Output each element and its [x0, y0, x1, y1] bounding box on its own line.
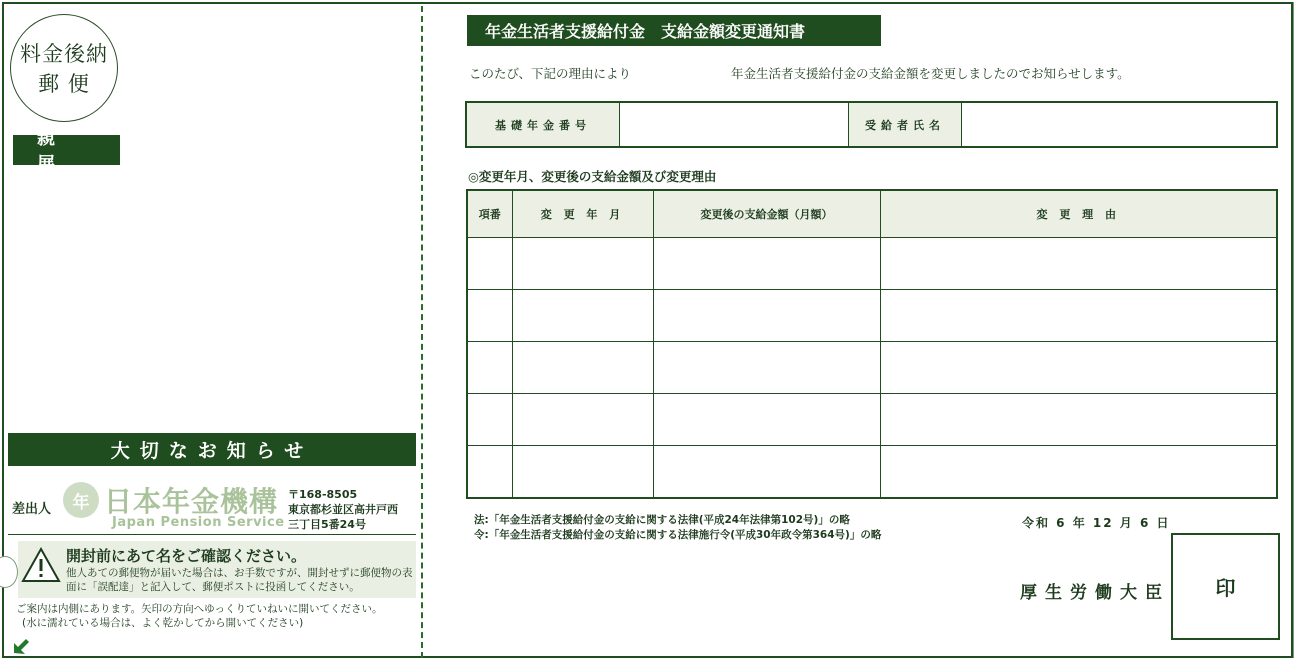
column-header-reason: 変 更 理 由	[880, 190, 1277, 238]
page-edge	[1293, 2, 1300, 658]
column-header-change-month: 変 更 年 月	[512, 190, 653, 238]
table-row	[467, 238, 1277, 290]
table-cell	[512, 446, 653, 499]
intro-text-right: 年金生活者支援給付金の支給金額を変更しましたのでお知らせします。	[731, 66, 1130, 81]
recipient-name-value	[962, 103, 1276, 146]
table-cell	[653, 238, 880, 290]
notice-title: 年金生活者支援給付金 支給金額変更通知書	[467, 15, 881, 46]
table-cell	[467, 342, 512, 394]
law-abbreviation-note: 法:「年金生活者支援給付金の支給に関する法律(平成24年法律第102号)」の略	[474, 514, 850, 526]
open-direction-arrow-icon[interactable]	[12, 635, 32, 655]
minister-title: 厚生労働大臣	[1020, 583, 1170, 603]
pension-number-label: 基礎年金番号	[467, 103, 620, 146]
pension-number-value	[620, 103, 849, 146]
important-notice-bar: 大切なお知らせ	[8, 433, 416, 466]
table-cell	[467, 446, 512, 499]
table-cell	[880, 290, 1277, 342]
sender-address	[288, 487, 398, 532]
table-cell	[880, 238, 1277, 290]
perforation-line	[421, 6, 423, 658]
intro-text-left: このたび、下記の理由により	[469, 66, 632, 81]
separator	[8, 534, 416, 535]
table-cell	[467, 290, 512, 342]
recipient-info-table	[465, 101, 1278, 148]
table-cell	[880, 394, 1277, 446]
jps-logo-icon: 年	[63, 482, 99, 518]
address-line1: 東京都杉並区高井戸西	[288, 503, 398, 516]
table-row	[467, 394, 1277, 446]
table-header-row	[467, 190, 1277, 238]
ordinance-abbreviation-note: 令:「年金生活者支援給付金の支給に関する法律施行令(平成30年政令第364号)」の略	[474, 529, 882, 541]
table-cell	[653, 290, 880, 342]
opening-guide: ご案内は内側にあります。矢印の方向へゆっくりていねいに開いてください。	[16, 603, 383, 615]
postage-line1: 料金後納	[20, 42, 108, 66]
address-postal-code: 〒168-8505	[288, 488, 358, 501]
table-cell	[467, 394, 512, 446]
postage-paid-mark	[10, 14, 118, 122]
table-cell	[512, 394, 653, 446]
official-seal-box: 印	[1171, 533, 1280, 640]
table-cell	[467, 238, 512, 290]
organization-name-english: Japan Pension Service	[112, 515, 285, 530]
table-row	[467, 342, 1277, 394]
recipient-name-label: 受給者氏名	[849, 103, 962, 146]
column-header-new-amount: 変更後の支給金額（月額）	[653, 190, 880, 238]
postage-line2: 郵 便	[38, 72, 90, 96]
change-details-table	[466, 189, 1278, 499]
address-line2: 三丁目5番24号	[288, 518, 366, 531]
table-cell	[880, 446, 1277, 499]
table-cell	[512, 238, 653, 290]
issue-date: 令和 6 年 12 月 6 日	[1022, 516, 1171, 530]
organization-name: 日本年金機構	[104, 485, 279, 518]
warning-title: 開封前にあて名をご確認ください。	[66, 547, 307, 565]
warning-text: 他人あての郵便物が届いた場合は、お手数ですが、開封せずに郵便物の表面に「誤配達」と記入して、郵便ポストに投函してください。	[66, 567, 413, 593]
table-row	[467, 446, 1277, 499]
table-cell	[880, 342, 1277, 394]
column-header-item-no: 項番	[467, 190, 512, 238]
table-row	[467, 290, 1277, 342]
table-cell	[653, 394, 880, 446]
sender-label: 差出人	[12, 502, 52, 517]
opening-guide-note: (水に濡れている場合は、よく乾かしてから開いてください)	[22, 617, 304, 629]
table-cell	[653, 342, 880, 394]
table-cell	[512, 290, 653, 342]
table-cell	[512, 342, 653, 394]
table-cell	[653, 446, 880, 499]
section-heading: ◎変更年月、変更後の支給金額及び変更理由	[468, 169, 717, 184]
confidential-label: 親展	[13, 135, 120, 165]
warning-icon	[20, 546, 62, 584]
